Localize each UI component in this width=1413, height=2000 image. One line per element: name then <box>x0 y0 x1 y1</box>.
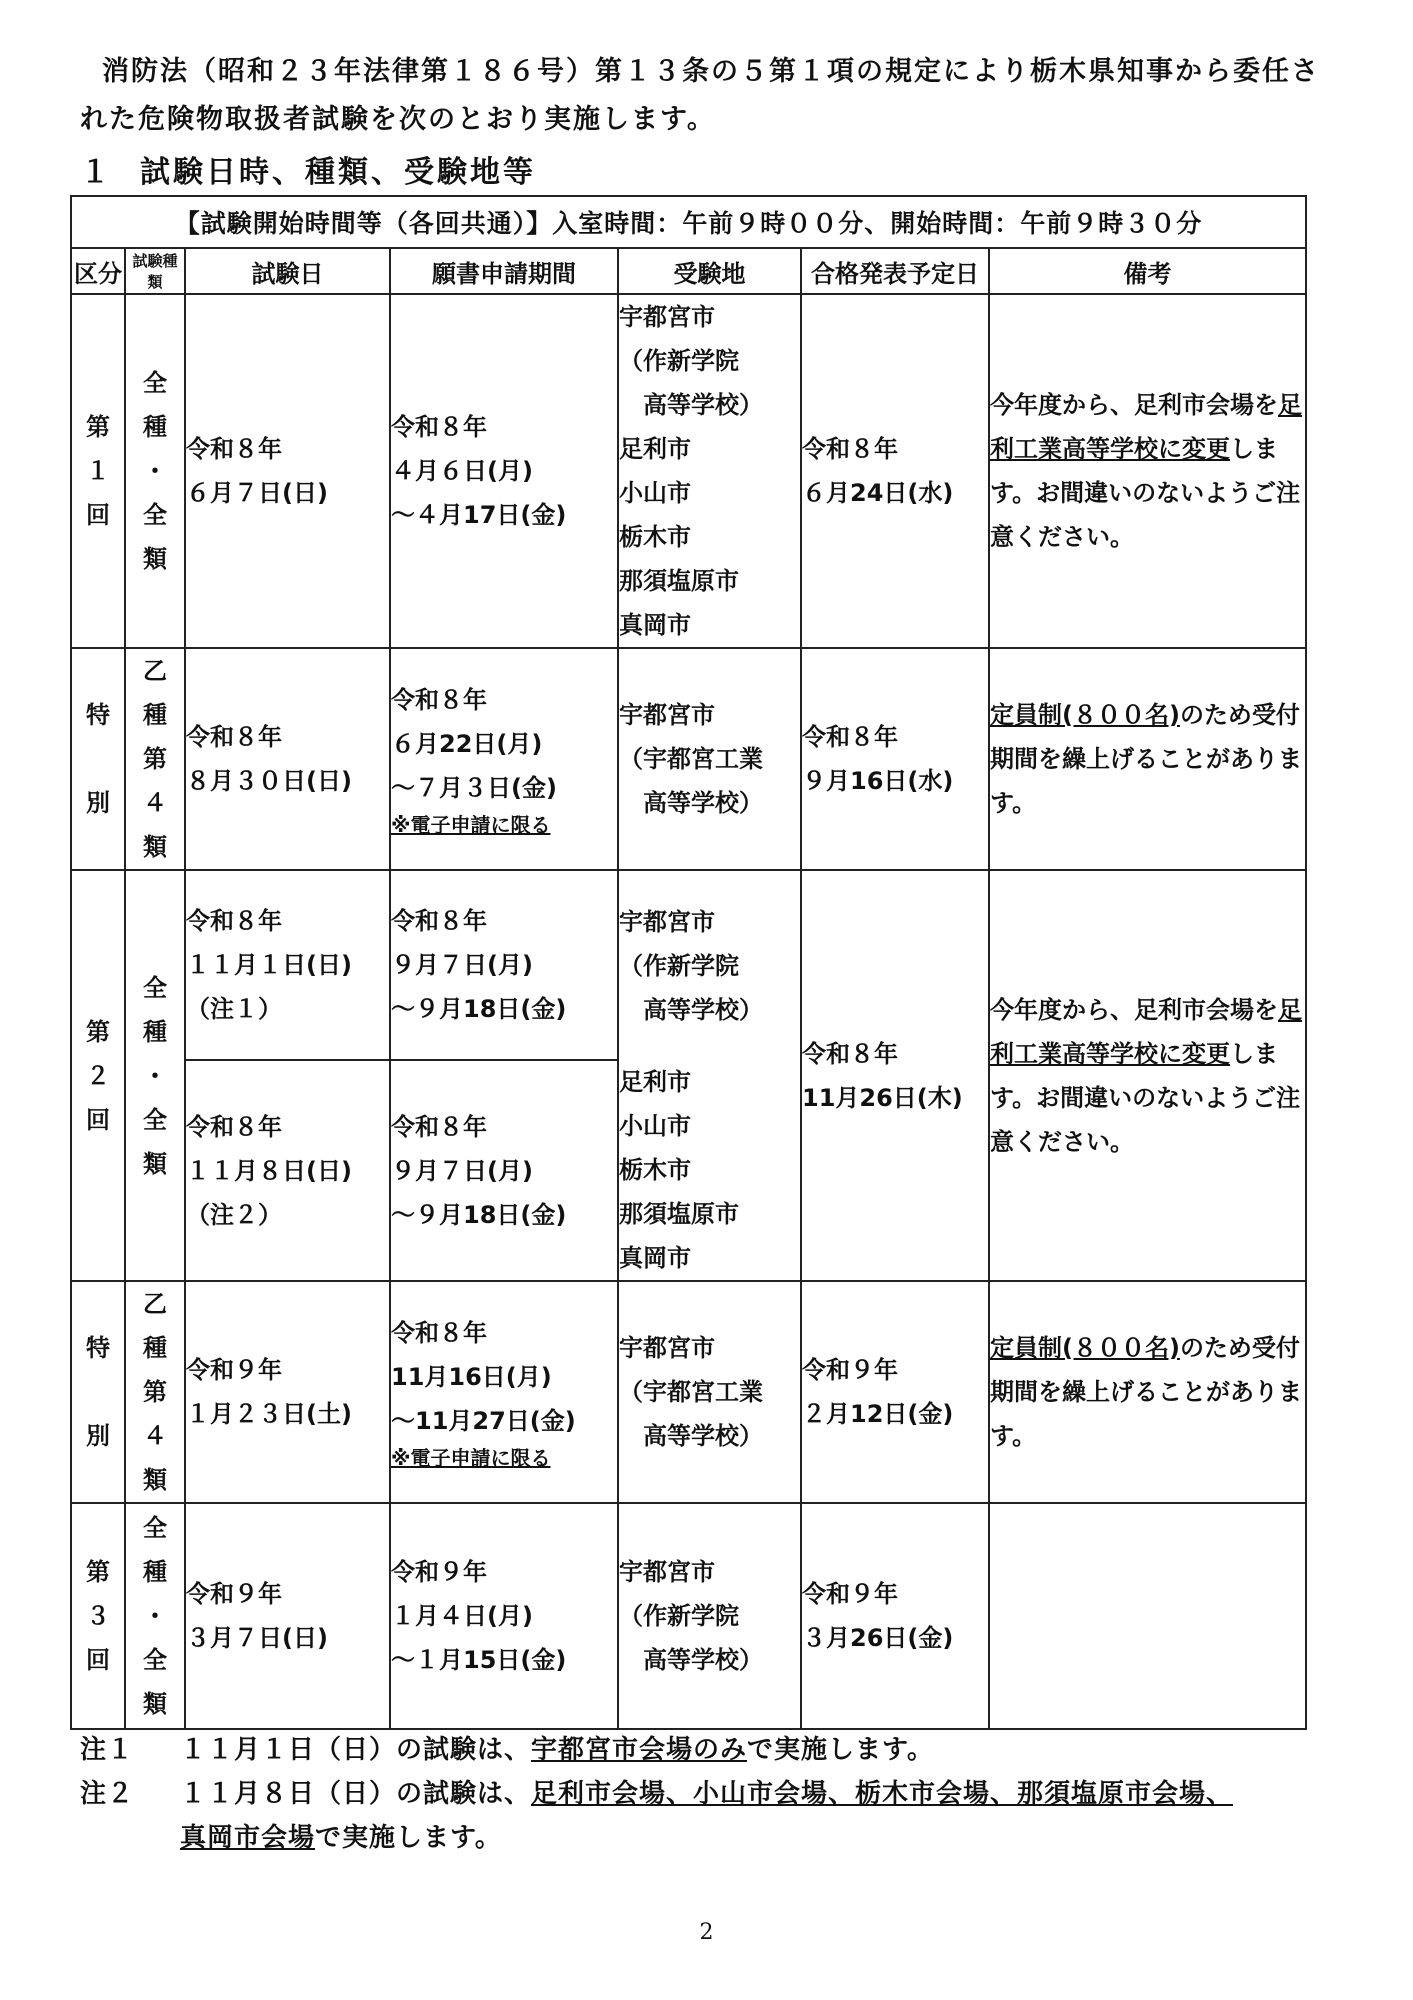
common-time-row: 【試験開始時間等（各回共通）】入室時間：午前９時００分、開始時間：午前９時３０分 <box>71 196 1306 248</box>
row-remarks: 定員制(８００名)のため受付期間を繰上げることがあります。 <box>989 1281 1306 1503</box>
row-kubun: 第 ３ 回 <box>71 1503 125 1729</box>
page-number: 2 <box>699 1920 714 1945</box>
row-remarks: 今年度から、足利市会場を足利工業高等学校に変更します。お間違いのないようご注意ください。 <box>989 870 1306 1281</box>
row-result: 令和９年 ３月26日(金) <box>801 1503 989 1729</box>
electronic-only-note: ※電子申請に限る <box>391 813 551 837</box>
row-result: 令和８年 ９月16日(水) <box>801 648 989 870</box>
row-venue: 宇都宮市 （作新学院 高等学校） 足利市 小山市 栃木市 那須塩原市 真岡市 <box>618 294 801 648</box>
table-row <box>71 1503 1306 1729</box>
row-period: 令和８年 ９月７日(月) ～９月18日(金) <box>390 870 618 1060</box>
table-row <box>71 870 1306 1060</box>
footnote-2-continued: 真岡市会場で実施します。 <box>180 1823 502 1853</box>
electronic-only-note: ※電子申請に限る <box>391 1446 551 1470</box>
row-venue: 足利市 小山市 栃木市 那須塩原市 真岡市 <box>618 1060 801 1281</box>
row-date: 令和８年 １１月８日(日) （注２） <box>185 1060 390 1281</box>
row-type: 全 種 ・ 全 類 <box>125 1503 185 1729</box>
row-date: 令和９年 ３月７日(日) <box>185 1503 390 1729</box>
footnote-1: 注１ １１月１日（日）の試験は、宇都宮市会場のみで実施します。 <box>80 1735 934 1765</box>
row-date: 令和９年 １月２３日(土) <box>185 1281 390 1503</box>
row-remarks: 定員制(８００名)のため受付期間を繰上げることがあります。 <box>989 648 1306 870</box>
row-date: 令和８年 １１月１日(日) （注１） <box>185 870 390 1060</box>
header-application-period: 願書申請期間 <box>390 248 618 294</box>
row-type: 全 種 ・ 全 類 <box>125 294 185 648</box>
row-type: 全 種 ・ 全 類 <box>125 870 185 1281</box>
header-venue: 受験地 <box>618 248 801 294</box>
row-period: 令和８年 ４月６日(月) ～４月17日(金) <box>390 294 618 648</box>
row-kubun: 特 別 <box>71 648 125 870</box>
row-venue: 宇都宮市 （作新学院 高等学校） <box>618 870 801 1060</box>
footnotes <box>80 1728 1320 1860</box>
row-period: 令和８年 ６月22日(月) ～７月３日(金) ※電子申請に限る <box>390 648 618 870</box>
header-kubun: 区分 <box>71 248 125 294</box>
row-result: 令和８年 ６月24日(水) <box>801 294 989 648</box>
header-exam-type: 試験種類 <box>125 248 185 294</box>
table-row <box>71 294 1306 648</box>
section-title: 試験日時、種類、受験地等 <box>140 155 536 190</box>
section-heading <box>80 147 536 191</box>
row-kubun: 特 別 <box>71 1281 125 1503</box>
row-type: 乙 種 第 ４ 類 <box>125 648 185 870</box>
intro-line-1: 消防法（昭和２３年法律第１８６号）第１３条の５第１項の規定により栃木県知事から委任さ <box>102 56 1320 87</box>
row-kubun: 第 １ 回 <box>71 294 125 648</box>
row-remarks: 今年度から、足利市会場を足利工業高等学校に変更します。お間違いのないようご注意ください。 <box>989 294 1306 648</box>
exam-schedule-table <box>70 195 1307 1730</box>
header-exam-date: 試験日 <box>185 248 390 294</box>
row-remarks <box>989 1503 1306 1729</box>
intro-line-2: れた危険物取扱者試験を次のとおり実施します。 <box>80 104 716 135</box>
header-result-date: 合格発表予定日 <box>801 248 989 294</box>
intro-paragraph <box>80 48 1330 144</box>
row-venue: 宇都宮市 （宇都宮工業 高等学校） <box>618 1281 801 1503</box>
row-period: 令和９年 １月４日(月) ～１月15日(金) <box>390 1503 618 1729</box>
row-date: 令和８年 ６月７日(日) <box>185 294 390 648</box>
row-result: 令和８年 11月26日(木) <box>801 870 989 1281</box>
table-row <box>71 648 1306 870</box>
table-header-row <box>71 248 1306 294</box>
row-date: 令和８年 ８月３０日(日) <box>185 648 390 870</box>
header-remarks: 備考 <box>989 248 1306 294</box>
row-type: 乙 種 第 ４ 類 <box>125 1281 185 1503</box>
row-venue: 宇都宮市 （宇都宮工業 高等学校） <box>618 648 801 870</box>
row-period: 令和８年 ９月７日(月) ～９月18日(金) <box>390 1060 618 1281</box>
footnote-2: 注２ １１月８日（日）の試験は、足利市会場、小山市会場、栃木市会場、那須塩原市会場、 <box>80 1779 1234 1809</box>
table-row <box>71 1281 1306 1503</box>
row-period: 令和８年 11月16日(月) ～11月27日(金) ※電子申請に限る <box>390 1281 618 1503</box>
section-number: １ <box>80 155 113 190</box>
row-kubun: 第 ２ 回 <box>71 870 125 1281</box>
row-result: 令和９年 ２月12日(金) <box>801 1281 989 1503</box>
row-venue: 宇都宮市 （作新学院 高等学校） <box>618 1503 801 1729</box>
